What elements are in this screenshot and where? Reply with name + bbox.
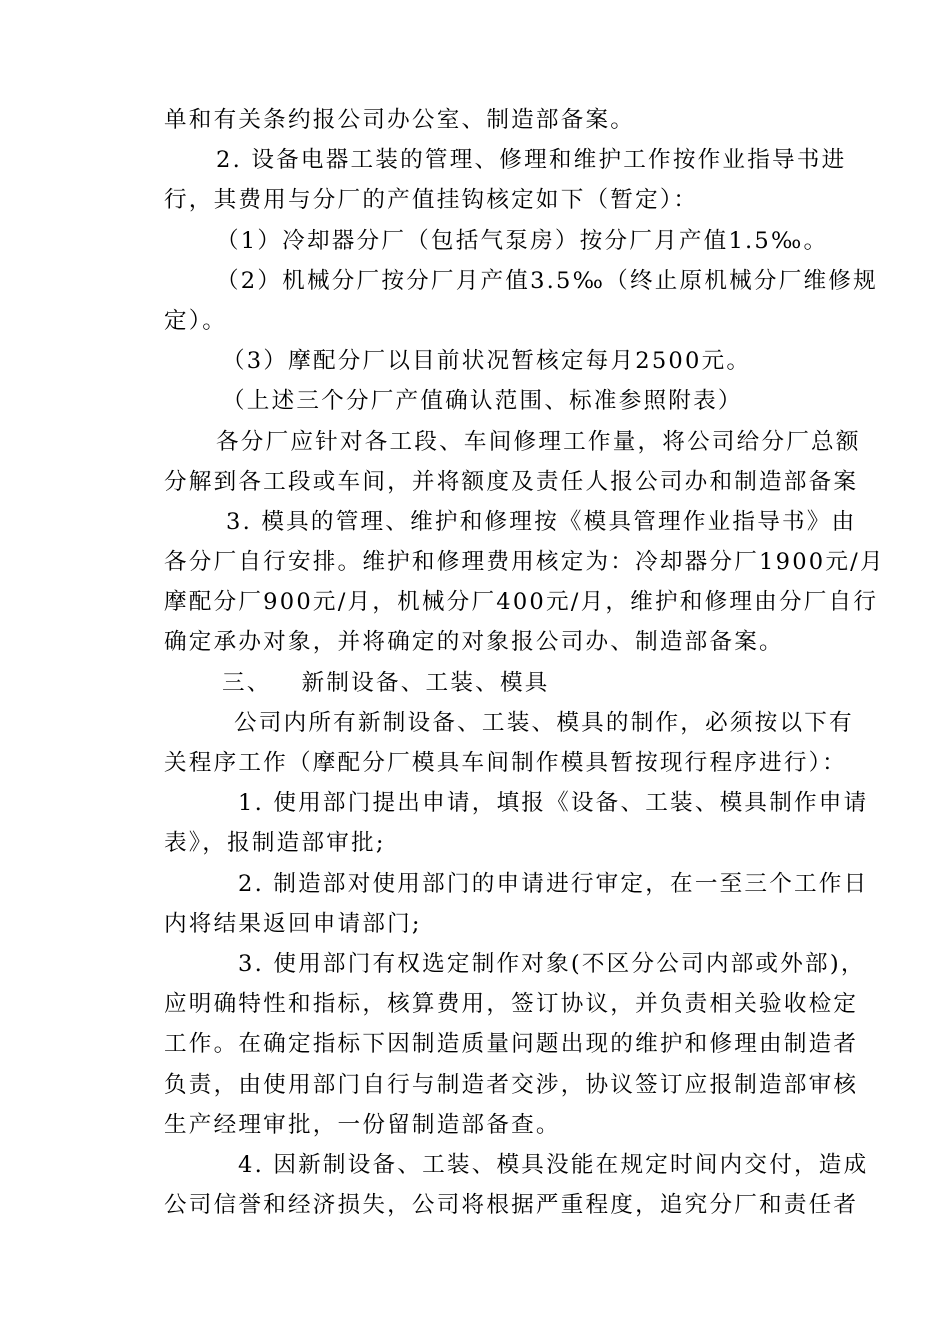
text-line: （3）摩配分厂以目前状况暂核定每月2500元。 bbox=[222, 348, 752, 375]
text-line: 定）。 bbox=[164, 307, 228, 334]
text-line: 生产经理审批，一份留制造部备查。 bbox=[164, 1111, 561, 1138]
text-line: 分解到各工段或车间，并将额度及责任人报公司办和制造部备案 bbox=[164, 468, 859, 495]
text-line: 关程序工作（摩配分厂模具车间制作模具暂按现行程序进行）： bbox=[164, 750, 847, 776]
section-title: 新制设备、工装、模具 bbox=[301, 669, 550, 696]
text-line: （上述三个分厂产值确认范围、标准参照附表） bbox=[222, 388, 743, 415]
text-line: 单和有关条约报公司办公室、制造部备案。 bbox=[164, 107, 636, 133]
text-line: 摩配分厂900元/月，机械分厂400元/月，维护和修理由分厂自行 bbox=[164, 589, 879, 616]
text-line: 1. 使用部门提出申请，填报《设备、工装、模具制作申请 bbox=[238, 790, 869, 817]
text-line: （1）冷却器分厂（包括气泵房）按分厂月产值1.5‰。 bbox=[216, 227, 829, 254]
text-line: 公司内所有新制设备、工装、模具的制作，必须按以下有 bbox=[234, 709, 854, 736]
text-line: 3. 使用部门有权选定制作对象(不区分公司内部或外部)， bbox=[238, 950, 866, 977]
text-line: 公司信誉和经济损失，公司将根据严重程度，追究分厂和责任者 bbox=[164, 1192, 859, 1219]
text-line: 表》，报制造部审批; bbox=[164, 830, 386, 857]
section-heading bbox=[164, 663, 886, 703]
text-line: 各分厂自行安排。维护和修理费用核定为：冷却器分厂1900元/月 bbox=[164, 549, 885, 576]
text-line: （2）机械分厂按分厂月产值3.5‰（终止原机械分厂维修规 bbox=[216, 267, 878, 294]
text-line: 应明确特性和指标，核算费用，签订协议，并负责相关验收检定 bbox=[164, 991, 859, 1018]
text-line: 各分厂应针对各工段、车间修理工作量，将公司给分厂总额 bbox=[216, 428, 861, 455]
text-line: 确定承办对象，并将确定的对象报公司办、制造部备案。 bbox=[164, 629, 784, 656]
text-line: 负责，由使用部门自行与制造者交涉，协议签订应报制造部审核 bbox=[164, 1071, 859, 1098]
text-line: 3. 模具的管理、维护和修理按《模具管理作业指导书》由 bbox=[226, 508, 857, 535]
text-line: 行，其费用与分厂的产值挂钩核定如下（暂定）： bbox=[164, 187, 699, 214]
text-line: 2. 制造部对使用部门的申请进行审定，在一至三个工作日 bbox=[238, 870, 869, 897]
section-number: 三、 bbox=[222, 669, 272, 696]
text-line: 内将结果返回申请部门; bbox=[164, 910, 422, 937]
text-line: 4. 因新制设备、工装、模具没能在规定时间内交付，造成 bbox=[238, 1151, 869, 1178]
document-body bbox=[164, 100, 886, 1225]
text-line: 工作。在确定指标下因制造质量问题出现的维护和修理由制造者 bbox=[164, 1031, 859, 1058]
text-line: 2. 设备电器工装的管理、修理和维护工作按作业指导书进 bbox=[216, 147, 847, 174]
